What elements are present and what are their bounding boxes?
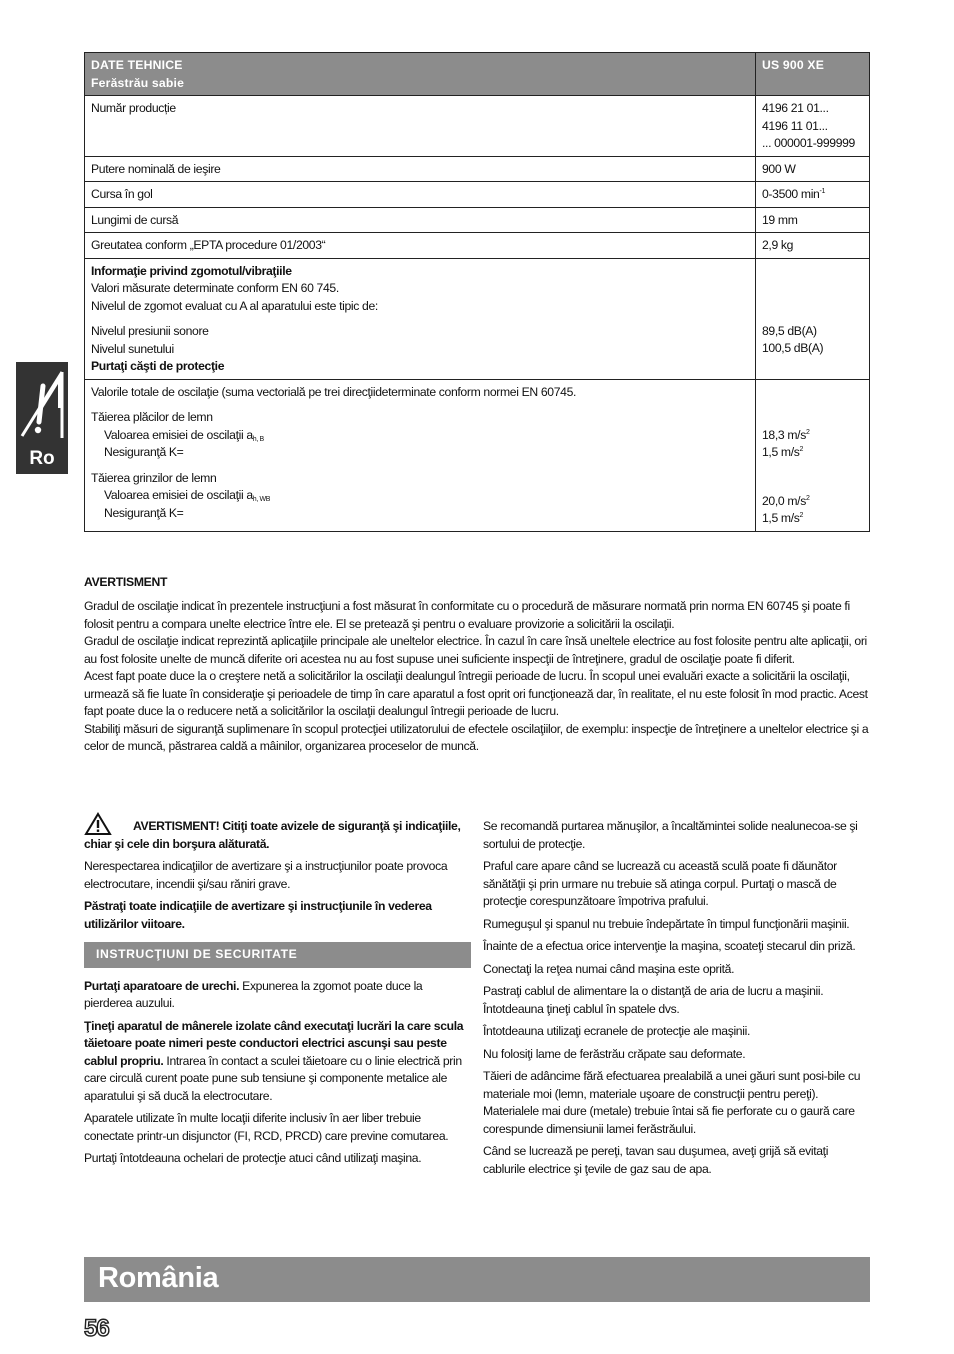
avertisment-paragraph: Gradul de oscilaţie indicat reprezintă aplicaţiile principale ale uneltelor electrice. În cazul în care însă uneltele electrice au fost folosite pentru alte aplicaţii, ori au fost folosite unelte de muncă diferite ori acestea nu au fost supuse unei suficiente inspecţii de întreţinere, gradul de oscilaţie poate fi diferit. xyxy=(84,634,867,666)
instruction-paragraph: Rumeguşul şi spanul nu trebuie îndepărtate în timpul funcţionării maşinii. xyxy=(483,916,850,931)
noise-pressure-value: 89,5 dB(A) xyxy=(762,323,817,338)
header-model: US 900 XE xyxy=(756,53,870,96)
stroke-label: Cursa în gol xyxy=(85,182,756,208)
vibration-intro: Valorile totale de oscilaţie (suma vectorială pe trei direcţiideterminate conform normei EN 60745. xyxy=(91,384,577,399)
left-column xyxy=(84,818,471,1173)
instruction-paragraph xyxy=(84,978,471,1013)
production-value: 4196 11 01... xyxy=(762,118,828,133)
table-header-cell xyxy=(85,53,756,96)
emission-text: Valoarea emisiei de oscilaţii a xyxy=(104,488,253,502)
unit-exponent: 2 xyxy=(799,512,804,519)
general-warning xyxy=(84,818,471,853)
boards-uncertainty-label: Nesiguranţă K= xyxy=(104,445,184,459)
avertisment-paragraph: Gradul de oscilaţie indicat în prezentele instrucţiuni a fost măsurat în conformitate cu o procedură de măsurare normată prin norma EN 60745 şi poate fi folosit pentru a compara unelte electrice între ele. El se pretează şi pentru o evaluare provizorie a solicitării la oscilaţii. xyxy=(84,599,850,631)
general-warning-text: AVERTISMENT! Citiţi toate avizele de siguranţă şi indicaţiile, chiar şi cele din borşura alăturată. xyxy=(84,819,461,851)
noise-title: Informaţie privind zgomotul/vibraţiile xyxy=(91,263,292,278)
ear-protection-note: Purtaţi căşti de protecţie xyxy=(91,359,225,373)
emission-subscript: h, B xyxy=(252,435,264,443)
noise-power-label: Nivelul sunetului xyxy=(91,341,174,356)
instruction-paragraph: Când se lucrează pe pereţi, tavan sau duşumea, aveţi grijă să evitaţi cablurile electrice şi ţevile de gaz sau de apa. xyxy=(483,1144,829,1176)
instruction-paragraph: Purtaţi întotdeauna ochelari de protecţie atuci când utilizaţi maşina. xyxy=(84,1151,422,1165)
beams-emission-value xyxy=(762,493,863,511)
instruction-bold: Ţineţi aparatul de mânerele izolate când executaţi lucrări la care scula tăietoare poate nimeri peste conductori electrici ascunşi sau peste cablul propriu. xyxy=(84,1018,464,1068)
noise-line: Valori măsurate determinate conform EN 60 745. xyxy=(91,281,339,295)
instruction-paragraph xyxy=(84,1018,471,1106)
stroke-value-cell xyxy=(756,182,870,208)
right-column xyxy=(483,818,870,1183)
instruction-paragraph: Tăieri de adâncime fără efectuarea prealabilă a unei găuri sunt posi-bile cu materiale moi (lemn, materiale uşoare de construcţii pentru pereţi). Materialele mai dure (metale) trebuie întai să fie perforate cu o gaură care corespunde dimensiunii lamei ferăstrăului. xyxy=(483,1069,861,1136)
value-text: 20,0 m/s xyxy=(762,493,806,508)
header-title: DATE TEHNICE xyxy=(91,58,183,72)
page-number: 56 xyxy=(84,1315,109,1342)
instruction-paragraph: Se recomandă purtarea mănuşilor, a încaltămintei solide nealunecoa-se şi sortului de protecţie. xyxy=(483,819,858,851)
boards-title: Tăierea plăcilor de lemn xyxy=(91,410,213,424)
beams-uncertainty-value xyxy=(762,510,863,528)
instruction-text: Expunerea la zgomot poate duce la pierderea auzului. xyxy=(84,978,423,1010)
keep-instructions: Păstraţi toate indicaţiile de avertizare şi instrucţiunile în vederea utilizărilor viitoare. xyxy=(84,899,432,931)
header-subtitle: Ferăstrău sabie xyxy=(91,75,185,90)
warning-consequences: Nerespectarea indicaţiilor de avertizare şi a instrucţiunilor poate provoca electrocutare, incendii şi/sau răniri grave. xyxy=(84,859,448,891)
table-row xyxy=(85,258,870,379)
table-row xyxy=(85,156,870,182)
avertisment-paragraph: Acest fapt poate duce la o creştere netă a solicitărilor la oscilaţii dealungul întregii perioade de lucru. În scopul unei evaluări exacte a solicitării la oscilaţii, urmează să fie luate în consideraţie şi perioadele de timp în care aparatul a fost oprit ori funcţionează dar, în realitate, el nu este folosit în mod practic. Acest fapt poate duce la o reducere netă a solicitărilor la oscilaţii dealungul întregii perioade de lucru. xyxy=(84,669,868,718)
unit-exponent: 2 xyxy=(805,494,810,502)
table-row xyxy=(85,96,870,157)
unit-exponent: 2 xyxy=(799,446,804,453)
beams-title: Tăierea grinzilor de lemn xyxy=(91,470,217,485)
stroke-exponent: -1 xyxy=(819,188,826,195)
weight-label: Greutatea conform „EPTA procedure 01/2003“ xyxy=(85,233,756,259)
table-row xyxy=(85,182,870,208)
vibration-cell xyxy=(85,379,756,531)
production-values xyxy=(756,96,870,157)
beams-uncertainty-label: Nesiguranţă K= xyxy=(104,505,184,520)
language-code: Ro xyxy=(29,448,55,469)
stroke-value: 0-3500 min xyxy=(762,187,820,201)
footer-language-bar xyxy=(84,1257,870,1302)
instruction-paragraph: Înainte de a efectua orice intervenţie la maşina, scoateţi stecarul din priză. xyxy=(483,939,856,953)
production-value: ... 000001-999999 xyxy=(762,136,855,150)
table-row xyxy=(85,233,870,259)
table-row xyxy=(85,379,870,531)
table-header-row xyxy=(85,53,870,96)
instruction-paragraph: Întotdeauna utilizaţi ecranele de protecţie ale maşinii. xyxy=(483,1024,750,1038)
avertisment-paragraph: Stabiliţi măsuri de siguranţă suplimenare în scopul protecţiei utilizatorului de efectele oscilaţiilor, de exemplu: inspecţie de întreţinere a uneltelor electrice şi a celor de muncă, păstrarea caldă a mâinilor, organizarea proceselor de muncă. xyxy=(84,721,869,753)
boards-emission-value xyxy=(762,427,863,445)
value-text: 1,5 m/s xyxy=(762,445,800,459)
warning-triangle-icon xyxy=(84,812,112,836)
table-row xyxy=(85,207,870,233)
boards-emission-label xyxy=(91,427,749,445)
value-text: 1,5 m/s xyxy=(762,511,800,525)
emission-text: Valoarea emisiei de oscilaţii a xyxy=(104,427,253,442)
noise-power-value: 100,5 dB(A) xyxy=(762,341,824,355)
instruction-paragraph: Aparatele utilizate în multe locaţii diferite inclusiv în aer liber trebuie conectate printr-un disjunctor (FI, RCD, PRCD) care previne comutarea. xyxy=(84,1111,449,1143)
power-label: Putere nominală de ieşire xyxy=(85,156,756,182)
avertisment-title: AVERTISMENT xyxy=(84,575,168,589)
length-label: Lungimi de cursă xyxy=(85,207,756,233)
language-side-tab xyxy=(16,362,68,474)
section-title: INSTRUCŢIUNI DE SECURITATE xyxy=(84,942,471,968)
unit-exponent: 2 xyxy=(805,428,810,436)
noise-pressure-label: Nivelul presiunii sonore xyxy=(91,324,209,338)
footer-language-title: România xyxy=(98,1262,219,1294)
noise-line: Nivelul de zgomot evaluat cu A al aparatului este tipic de: xyxy=(91,298,378,313)
instruction-paragraph: Nu folosiţi lame de ferăstrău crăpate sau deformate. xyxy=(483,1046,746,1061)
instruction-text: Intrarea în contact a sculei tăietoare cu o linie electrică prin care circulă curent poate pune sub tensiune şi componente metalice ale aparatului şi să ducă la electrocutare. xyxy=(84,1053,462,1103)
boards-uncertainty-value xyxy=(762,444,863,462)
value-text: 18,3 m/s xyxy=(762,427,806,442)
beams-emission-label xyxy=(91,487,749,505)
avertisment-body xyxy=(84,598,870,756)
power-value: 900 W xyxy=(756,156,870,182)
noise-values-cell xyxy=(756,258,870,379)
emission-subscript: h, WB xyxy=(252,496,271,503)
production-value: 4196 21 01... xyxy=(762,101,829,115)
weight-value: 2,9 kg xyxy=(756,233,870,259)
instruction-paragraph: Conectaţi la reţea numai când maşina este oprită. xyxy=(483,961,735,976)
length-value: 19 mm xyxy=(756,207,870,233)
instruction-paragraph: Pastraţi cablul de alimentare la o distanţă de aria de lucru a maşinii. Întotdeauna ţineţi cablul în spatele dvs. xyxy=(483,984,824,1016)
warning-triangle-icon xyxy=(18,364,66,440)
technical-data-table xyxy=(84,52,870,532)
instruction-paragraph: Praful care apare când se lucrează cu această sculă poate fi dăunător sănătăţii şi prin urmare nu trebuie să atinga corpul. Purtaţi o mască de protecţie corespunzătoare împotriva prafului. xyxy=(483,859,837,908)
vibration-values-cell xyxy=(756,379,870,531)
noise-cell xyxy=(85,258,756,379)
production-label: Număr producție xyxy=(85,96,756,157)
instruction-bold: Purtaţi aparatoare de urechi. xyxy=(84,978,240,993)
